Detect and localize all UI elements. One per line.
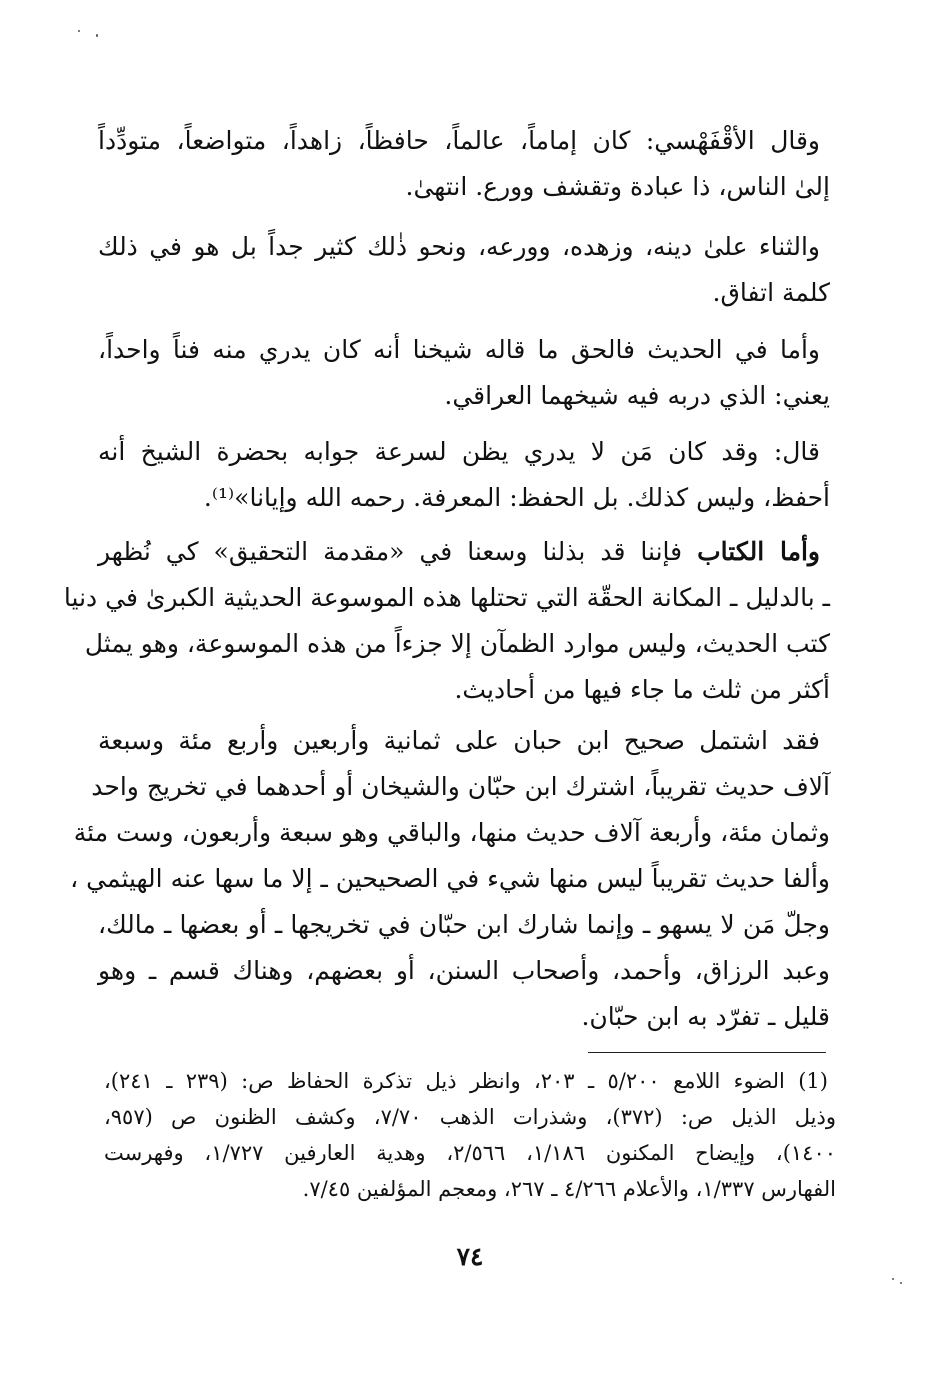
- text-line: وعبد الرزاق، وأحمد، وأصحاب السنن، أو بعضهم، وهناك قسم ـ وهو: [98, 956, 830, 985]
- text-line: كلمة اتفاق.: [712, 278, 830, 307]
- text-line: أحفظ، وليس كذلك. بل الحفظ: المعرفة. رحمه الله وإيانا»⁽¹⁾.: [203, 483, 830, 512]
- text-line: يعني: الذي دربه فيه شيخهما العراقي.: [444, 381, 830, 410]
- text-line: والثناء علىٰ دينه، وزهده، وورعه، ونحو ذٰلك كثير جداً بل هو في ذلك: [98, 232, 820, 261]
- text-line: قليل ـ تفرّد به ابن حبّان.: [581, 1002, 830, 1031]
- scan-speck: [78, 30, 80, 32]
- text-line: وأما في الحديث فالحق ما قاله شيخنا أنه كان يدري منه فناً واحداً،: [98, 335, 820, 364]
- text-line: إلىٰ الناس، ذا عبادة وتقشف وورع. انتهىٰ.: [405, 172, 830, 201]
- paragraph-5: [63, 535, 830, 715]
- text-run: فإننا قد بذلنا وسعنا في «مقدمة التحقيق» كي نُظهر: [98, 537, 698, 566]
- section-lead: وأما الكتاب: [697, 537, 821, 566]
- text-line: قال: وقد كان مَن لا يدري يظن لسرعة جوابه بحضرة الشيخ أنه: [98, 437, 820, 466]
- text-line: فقد اشتمل صحيح ابن حبان على ثمانية وأربعين وأربع مئة وسبعة: [98, 726, 820, 755]
- text-line: آلاف حديث تقريباً، اشترك ابن حبّان والشيخان أو أحدهما في تخريج واحد: [91, 772, 830, 801]
- scan-speck: [96, 34, 98, 37]
- text-line: أكثر من ثلث ما جاء فيها من أحاديث.: [454, 675, 830, 704]
- text-line: [98, 535, 820, 569]
- paragraph-2: [98, 230, 830, 310]
- page-number: ٧٤: [456, 1242, 484, 1271]
- text-line: وثمان مئة، وأربعة آلاف حديث منها، والباقي وهو سبعة وأربعون، وست مئة: [73, 818, 830, 847]
- text-line: وألفا حديث تقريباً ليس منها شيء في الصحيحين ـ إلا ما سها عنه الهيثمي ،: [70, 864, 830, 893]
- footnote-line: الفهارس ١/٣٣٧، والأعلام ٤/٢٦٦ ـ ٢٦٧، ومعجم المؤلفين ٧/٤٥.: [302, 1177, 836, 1201]
- text-line: وقال الأقْفَهْسي: كان إماماً، عالماً، حافظاً، زاهداً، متواضعاً، متودِّداً: [98, 126, 820, 155]
- scan-speck: [900, 1282, 902, 1284]
- paragraph-4: [98, 435, 830, 515]
- footnote-line: (1) الضوء اللامع ٥/٢٠٠ ـ ٢٠٣، وانظر ذيل تذكرة الحفاظ ص: (٢٣٩ ـ ٢٤١)،: [104, 1069, 828, 1093]
- paragraph-6: [70, 724, 830, 1044]
- footnote: [104, 1066, 837, 1216]
- text-line: كتب الحديث، وليس موارد الظمآن إلا جزءاً من هذه الموسوعة، وهو يمثل: [84, 629, 830, 658]
- paragraph-3: [98, 333, 830, 413]
- footnote-separator: [588, 1052, 826, 1053]
- paragraph-1: [98, 124, 830, 204]
- scan-speck: [892, 1278, 894, 1280]
- text-line: ـ بالدليل ـ المكانة الحقّة التي تحتلها هذه الموسوعة الحديثية الكبرىٰ في دنيا: [63, 583, 830, 612]
- footnote-line: ١٤٠٠)، وإيضاح المكنون ١/١٨٦، ٢/٥٦٦، وهدية العارفين ١/٧٢٧، وفهرست: [104, 1141, 837, 1165]
- footnote-line: وذيل الذيل ص: (٣٧٢)، وشذرات الذهب ٧/٧٠، وكشف الظنون ص (٩٥٧،: [104, 1105, 836, 1129]
- text-line: وجلّ مَن لا يسهو ـ وإنما شارك ابن حبّان في تخريجها ـ أو بعضها ـ مالك،: [98, 910, 830, 939]
